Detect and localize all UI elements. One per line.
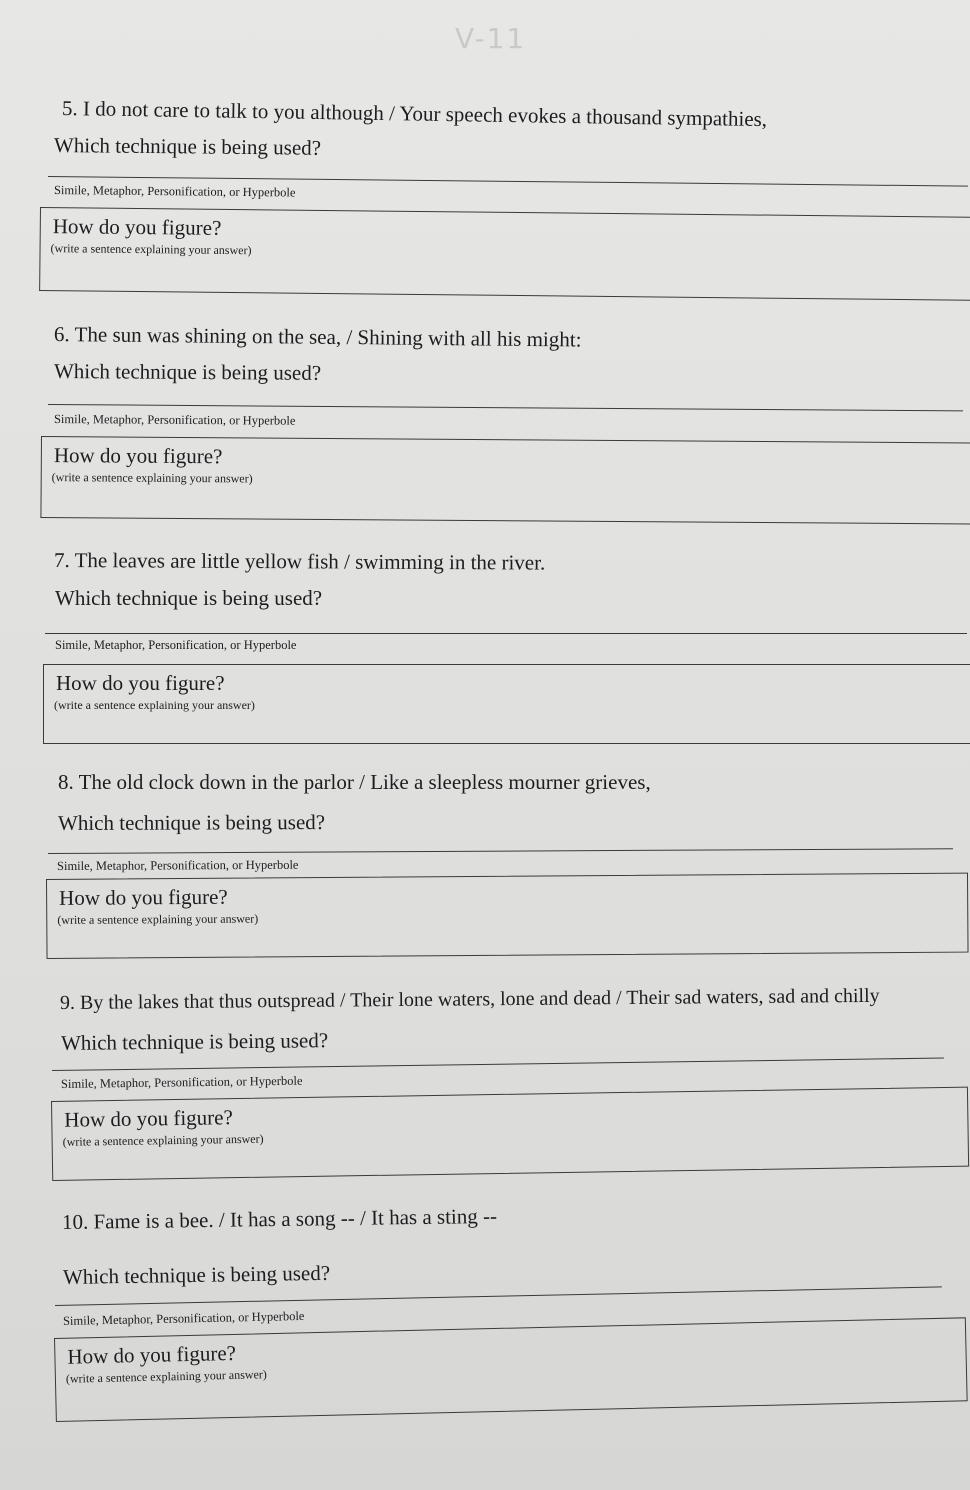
- figure-prompt: How do you figure?: [64, 1105, 234, 1132]
- figure-prompt: How do you figure?: [67, 1340, 237, 1369]
- figure-prompt: How do you figure?: [59, 884, 228, 910]
- question-prompt: I do not care to talk to you although / Your speech evokes a thousand sympathies,: [82, 96, 768, 132]
- technique-answer-line[interactable]: [55, 1286, 942, 1306]
- question-number: 9.: [59, 991, 76, 1014]
- figure-hint: (write a sentence explaining your answer): [62, 1131, 264, 1149]
- which-technique-prompt: Which technique is being used?: [60, 1028, 329, 1055]
- explanation-box[interactable]: [54, 1317, 968, 1422]
- explanation-box[interactable]: [43, 664, 970, 744]
- technique-options-hint: Simile, Metaphor, Personification, or Hyperbole: [53, 183, 296, 200]
- figure-hint: (write a sentence explaining your answer): [51, 470, 253, 486]
- figure-hint: (write a sentence explaining your answer): [50, 241, 252, 258]
- pencil-mark: V-11: [455, 22, 527, 55]
- which-technique-prompt: Which technique is being used?: [53, 359, 322, 385]
- question-prompt: By the lakes that thus outspread / Their lone waters, lone and dead / Their sad waters, sad and chilly: [79, 984, 880, 1014]
- figure-prompt: How do you figure?: [52, 214, 222, 240]
- question-text: [62, 95, 767, 132]
- question-prompt: The leaves are little yellow fish / swimming in the river.: [74, 548, 546, 575]
- technique-options-hint: Simile, Metaphor, Personification, or Hyperbole: [60, 1073, 303, 1091]
- explanation-box[interactable]: [46, 873, 969, 959]
- technique-answer-line[interactable]: [45, 633, 967, 634]
- question-prompt: The sun was shining on the sea, / Shining with all his might:: [74, 322, 582, 352]
- technique-answer-line[interactable]: [48, 404, 963, 411]
- question-prompt: Fame is a bee. / It has a song -- / It has a sting --: [93, 1203, 498, 1234]
- question-number: 7.: [53, 548, 70, 573]
- question-number: 5.: [61, 96, 78, 121]
- question-number: 6.: [53, 322, 70, 347]
- technique-options-hint: Simile, Metaphor, Personification, or Hyperbole: [56, 857, 299, 873]
- explanation-box[interactable]: [51, 1087, 969, 1181]
- question-prompt: The old clock down in the parlor / Like a sleepless mourner grieves,: [78, 770, 651, 794]
- explanation-box[interactable]: [40, 436, 970, 524]
- question-text: [54, 321, 582, 353]
- which-technique-prompt: Which technique is being used?: [55, 586, 323, 610]
- figure-hint: (write a sentence explaining your answer): [65, 1367, 267, 1386]
- figure-prompt: How do you figure?: [53, 443, 223, 469]
- figure-hint: (write a sentence explaining your answer): [57, 911, 259, 927]
- figure-prompt: How do you figure?: [56, 671, 225, 695]
- explanation-box[interactable]: [39, 207, 970, 301]
- question-number: 8.: [58, 770, 74, 794]
- question-number: 10.: [61, 1209, 89, 1234]
- question-text: [54, 547, 545, 576]
- which-technique-prompt: Which technique is being used?: [62, 1260, 331, 1289]
- technique-answer-line[interactable]: [52, 1058, 944, 1071]
- question-text: [62, 1203, 497, 1235]
- which-technique-prompt: Which technique is being used?: [53, 133, 322, 160]
- technique-options-hint: Simile, Metaphor, Personification, or Hyperbole: [62, 1308, 305, 1328]
- technique-options-hint: Simile, Metaphor, Personification, or Hyperbole: [53, 412, 296, 428]
- figure-hint: (write a sentence explaining your answer): [54, 698, 255, 712]
- question-text: [58, 769, 651, 795]
- technique-options-hint: Simile, Metaphor, Personification, or Hyperbole: [55, 638, 297, 652]
- question-text: [60, 983, 880, 1016]
- technique-answer-line[interactable]: [48, 848, 953, 854]
- which-technique-prompt: Which technique is being used?: [57, 810, 326, 835]
